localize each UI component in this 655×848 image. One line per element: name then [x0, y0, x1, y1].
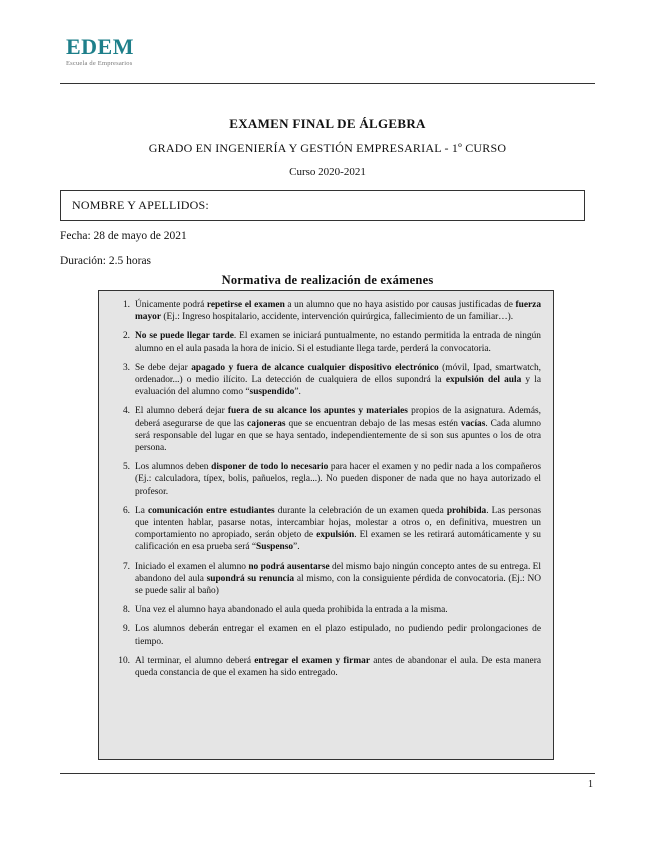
rule-number: 3.	[122, 362, 130, 373]
rule-text-emphasis: cajoneras	[247, 418, 286, 429]
rule-text-emphasis: disponer de todo lo necesario	[211, 462, 329, 473]
rule-text-segment: La	[135, 505, 148, 516]
rule-text-segment: . Las personas que intenten hablar, pasarse notas, intercambiar hojas, molestar a otros o, en definitiva, muestren un comportamiento no apropiado, serán objeto de	[135, 505, 542, 541]
rule-text	[135, 623, 541, 647]
rule-text-emphasis: expulsión	[316, 530, 355, 541]
rule-text-emphasis: apagado y fuera de alcance cualquier dispositivo electrónico	[191, 362, 439, 373]
rule-item	[111, 561, 541, 598]
rule-text-segment: Al terminar, el alumno deberá	[135, 655, 255, 666]
rule-text-emphasis: fuerza mayor	[135, 300, 542, 323]
rule-number: 5.	[122, 462, 130, 473]
rule-text-segment: antes de abandonar el aula. De esta manera queda constancia de que el examen ha sido entregado.	[135, 655, 541, 679]
rule-item	[111, 405, 541, 454]
rule-number: 10.	[118, 655, 130, 666]
rule-text	[135, 362, 541, 399]
rule-number: 9.	[122, 624, 130, 635]
rule-text-segment: al mismo, con la consiguiente pérdida de convocatoria. (Ej.: NO se puede salir al baño)	[135, 573, 541, 597]
rule-number: 4.	[122, 406, 130, 417]
rule-item	[111, 505, 541, 554]
rule-text-segment: . El examen se iniciará puntualmente, no estando permitida la entrada de ningún alumno en el aula pasada la hora de inicio. Si el estudiante llega tarde, perderá la convocatoria.	[135, 331, 541, 354]
logo-subtitle: Escuela de Empresarios	[66, 60, 133, 67]
rule-text-segment: . El examen se les retirará automáticamente y su calificación en esa prueba será “	[135, 530, 541, 553]
rule-text-emphasis: prohibida	[446, 505, 487, 516]
rule-text-emphasis: expulsión del aula	[445, 375, 522, 386]
rule-number: 1.	[122, 300, 130, 310]
rule-text-segment: Iniciado el examen el alumno	[135, 561, 249, 572]
name-field-box	[60, 190, 585, 221]
rule-item	[111, 299, 541, 323]
rule-text-emphasis: comunicación entre estudiantes	[147, 505, 275, 516]
logo-wordmark: EDEM	[66, 34, 134, 59]
rule-text-segment: a un alumno que no haya asistido por causas justificadas de	[284, 300, 516, 310]
rule-text-segment: Una vez el alumno haya abandonado el aula queda prohibida la entrada a la misma.	[135, 605, 448, 616]
rule-item	[111, 655, 541, 679]
rule-text	[135, 405, 541, 454]
rule-text-emphasis: Suspenso	[256, 542, 294, 553]
rules-heading: Normativa de realización de exámenes	[221, 273, 434, 287]
rule-text-emphasis: suspendido	[249, 387, 295, 398]
rule-text-segment: ”.	[294, 387, 301, 398]
rule-text-segment: y la evaluación del alumno como “	[135, 375, 541, 398]
rule-number: 8.	[122, 605, 130, 616]
rule-text-segment: propios de la asignatura. Además, deberá asegurarse de que las	[135, 406, 542, 429]
rule-text	[135, 655, 541, 679]
rule-text-emphasis: vacías	[460, 418, 486, 429]
exam-duration: Duración: 2.5 horas	[60, 255, 152, 267]
rule-text-segment: que se encuentran debajo de las mesas estén	[285, 418, 461, 429]
rule-text-segment: para hacer el examen y no pedir nada a los compañeros (Ej.: calculadora, típex, bolis, pañuelos, regla...). No pueden disponer de nada que no haya autorizado el profesor.	[135, 462, 541, 497]
name-field-label: NOMBRE Y APELLIDOS:	[72, 198, 209, 212]
rule-text-segment: durante la celebración de un examen queda	[274, 505, 447, 516]
rule-number: 2.	[122, 331, 130, 342]
rule-text	[135, 330, 541, 354]
header-divider	[60, 83, 595, 84]
rule-text-segment: Se debe dejar	[135, 362, 192, 373]
rule-text-segment: . Cada alumno será responsable del lugar en que se haya sentado, independientemente de si son sus apuntes o los de otra persona.	[135, 418, 541, 454]
rule-item	[111, 623, 541, 647]
rule-text	[135, 604, 541, 616]
rule-item	[111, 362, 541, 399]
rule-text-segment: del mismo bajo ningún concepto antes de su entrega. El abandono del aula	[135, 561, 541, 584]
rule-text	[135, 461, 541, 498]
rule-item	[111, 461, 541, 498]
rule-item	[111, 330, 541, 354]
rule-number: 7.	[122, 561, 130, 572]
edem-logo	[66, 36, 134, 67]
rule-text-segment: Únicamente podrá	[135, 300, 207, 310]
exam-title: EXAMEN FINAL DE ÁLGEBRA	[229, 116, 426, 131]
rule-text-emphasis: entregar el examen y firmar	[254, 655, 370, 666]
rules-box	[98, 290, 554, 760]
rule-text-segment: ”.	[293, 542, 300, 553]
rule-number: 6.	[122, 505, 130, 516]
rule-text-segment: Los alumnos deberán entregar el examen en el plazo estipulado, no pudiendo pedir prolongaciones de tiempo.	[135, 624, 541, 647]
rule-text-emphasis: no podrá ausentarse	[248, 561, 330, 572]
exam-course: Curso 2020-2021	[289, 166, 366, 178]
rule-text-emphasis: fuera de su alcance los apuntes y materiales	[227, 406, 408, 417]
rule-text	[135, 561, 541, 598]
page-number: 1	[588, 779, 593, 790]
rule-text-emphasis: supondrá su renuncia	[206, 573, 295, 584]
rule-text-emphasis: No se puede llegar tarde	[135, 331, 234, 342]
exam-date: Fecha: 28 de mayo de 2021	[60, 230, 187, 242]
rule-text-segment: (Ej.: Ingreso hospitalario, accidente, intervención quirúrgica, fallecimiento de un familiar…).	[161, 312, 514, 323]
rules-list	[99, 291, 553, 679]
rule-text-emphasis: repetirse el examen	[206, 300, 285, 310]
rule-text	[135, 299, 541, 323]
footer-divider	[60, 773, 595, 774]
exam-subtitle: GRADO EN INGENIERÍA Y GESTIÓN EMPRESARIAL - 1º CURSO	[148, 141, 507, 155]
rule-text-segment: Los alumnos deben	[135, 462, 212, 473]
rule-item	[111, 604, 541, 616]
rule-text-segment: (móvil, Ipad, smartwatch, ordenador...) o medio ilícito. La detección de cualquiera de ellos supondrá la	[135, 362, 541, 386]
rule-text	[135, 505, 541, 554]
rule-text-segment: El alumno deberá dejar	[135, 406, 228, 417]
